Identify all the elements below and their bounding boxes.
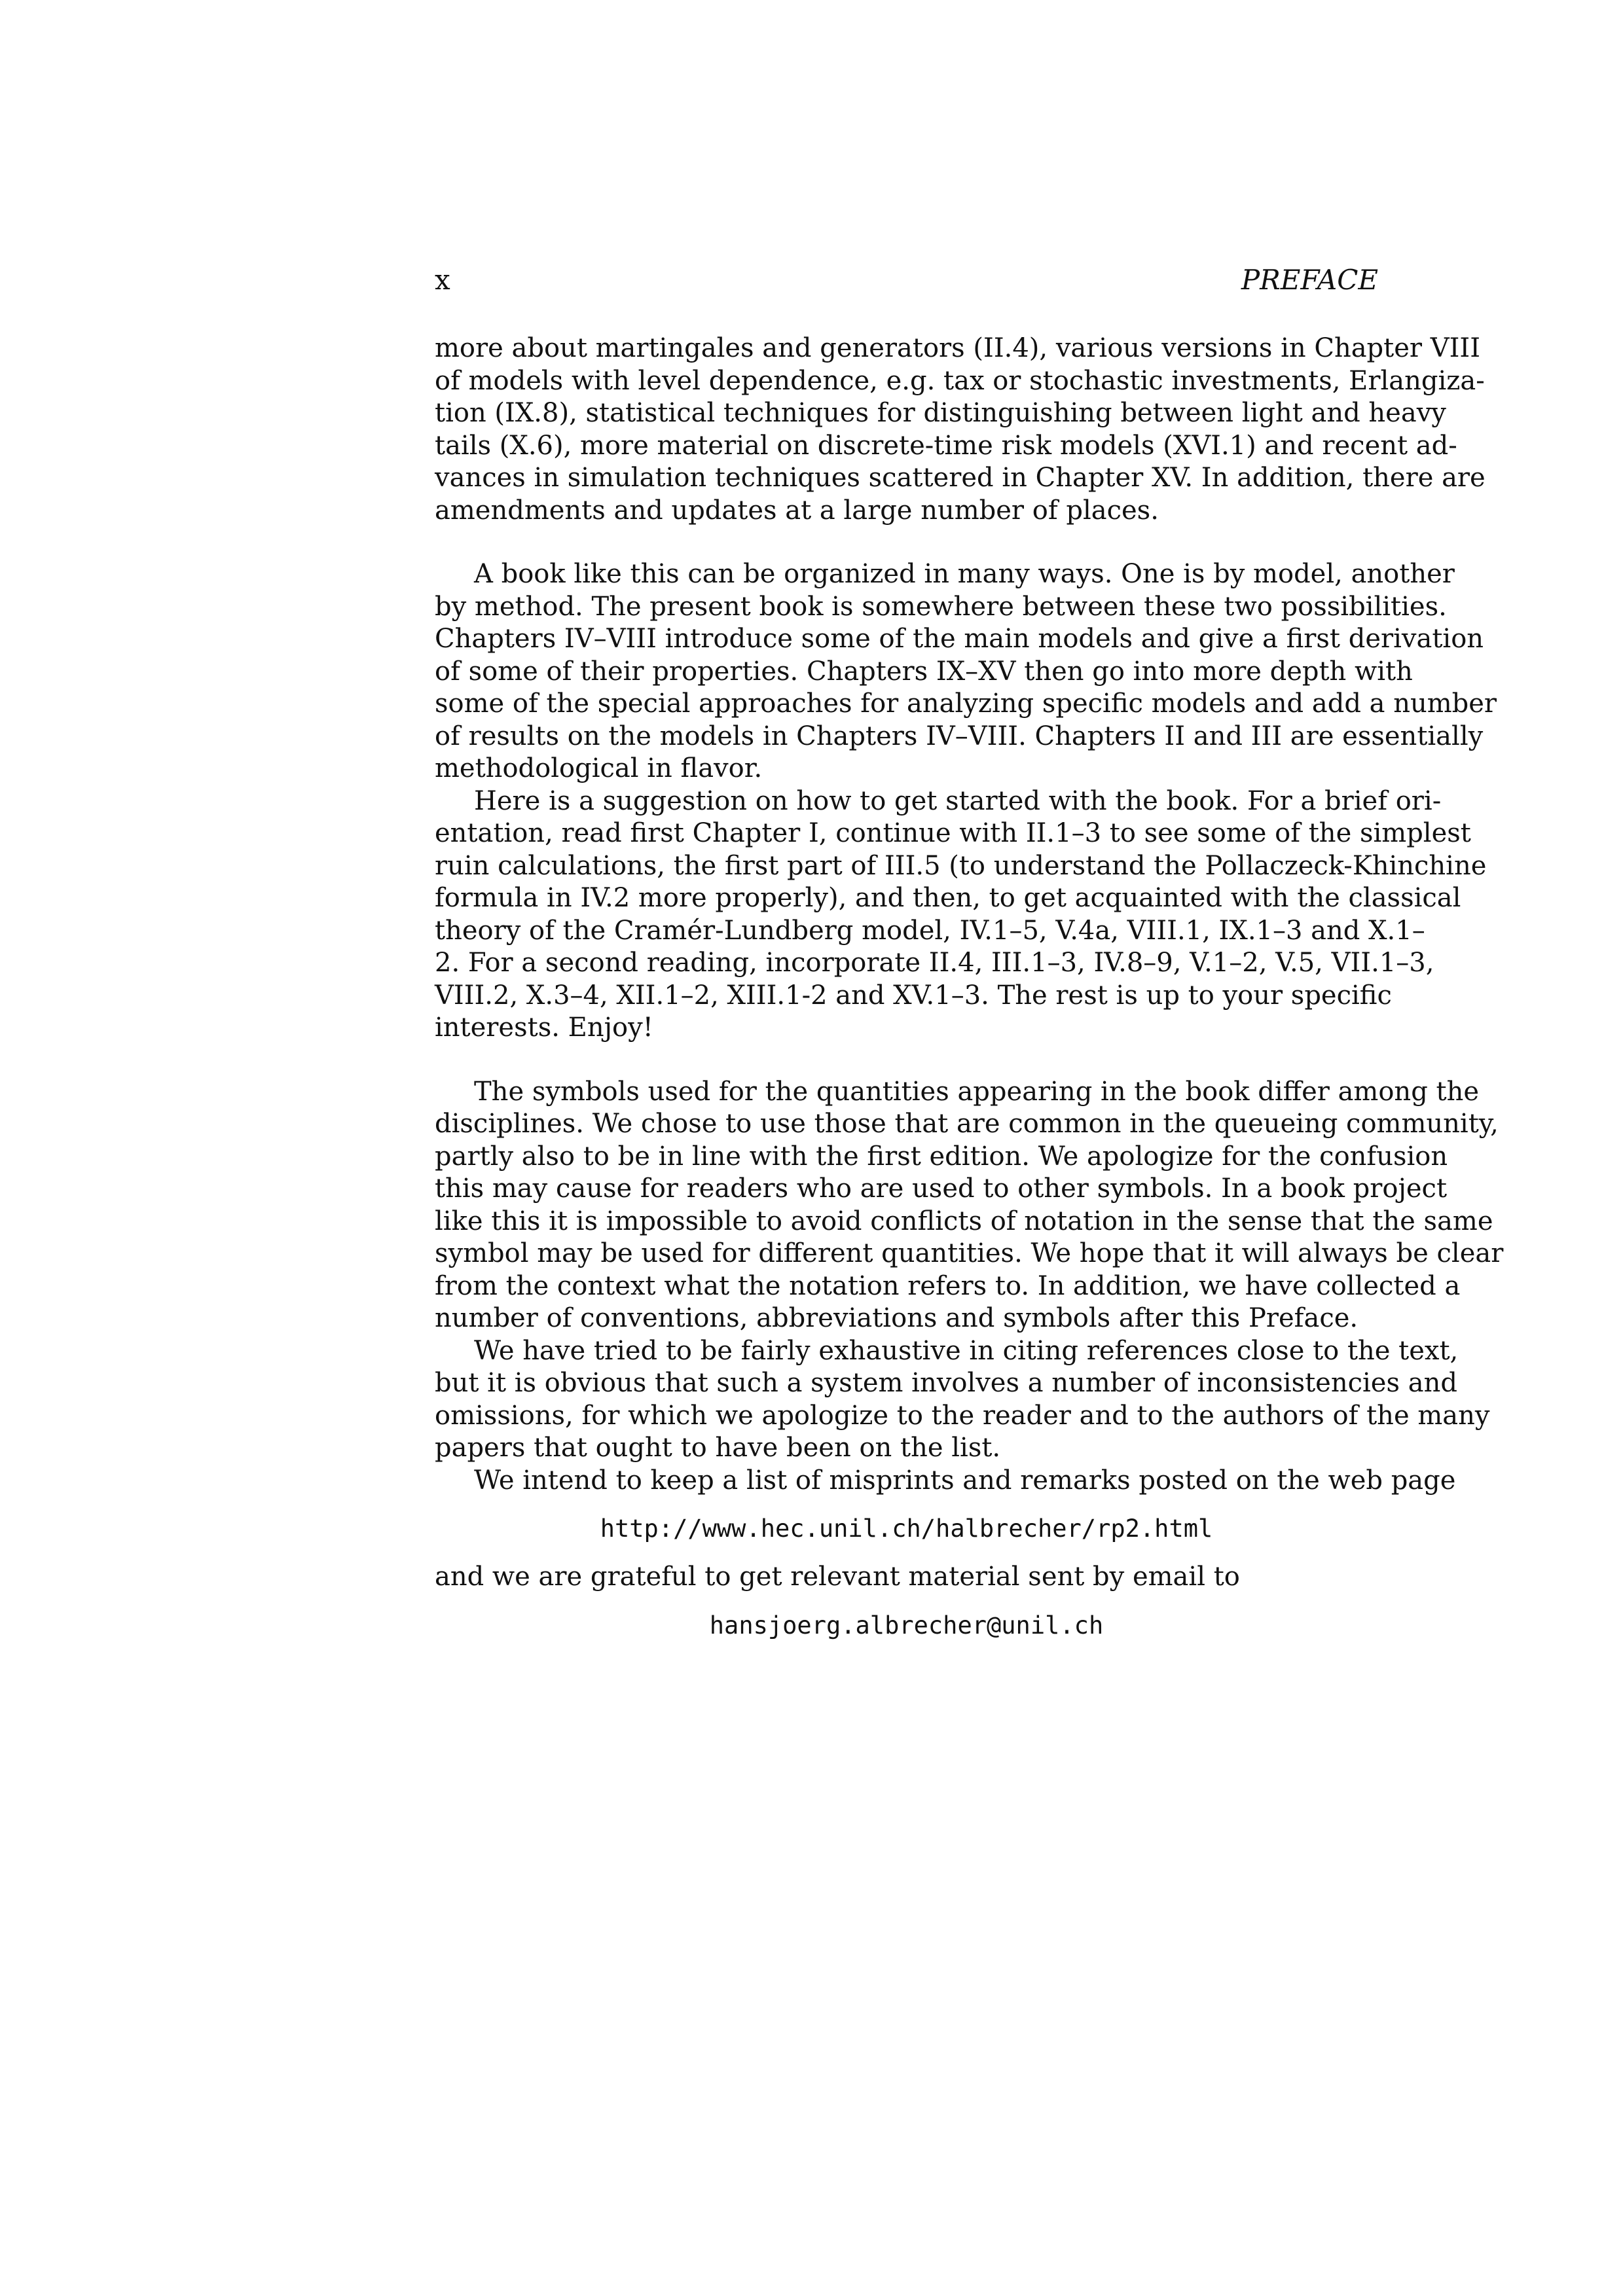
text-line: A book like this can be organized in many ways. One is by model, another bbox=[474, 559, 1455, 589]
paragraph-5 bbox=[435, 1335, 1490, 1465]
text-line: from the context what the notation refers to. In addition, we have collected a bbox=[435, 1270, 1461, 1301]
text-line: methodological in flavor. bbox=[435, 753, 763, 783]
paragraph-1 bbox=[435, 332, 1486, 527]
text-line: Here is a suggestion on how to get started with the book. For a brief ori- bbox=[474, 785, 1442, 816]
text-line: some of the special approaches for analyzing specific models and add a number bbox=[435, 689, 1497, 719]
preface-body bbox=[435, 332, 1504, 1658]
text-line: number of conventions, abbreviations and symbols after this Preface. bbox=[435, 1303, 1359, 1333]
text-line: ruin calculations, the first part of III.5 (to understand the Pollaczeck-Khinchine bbox=[435, 850, 1487, 881]
text-line: We have tried to be fairly exhaustive in citing references close to the text, bbox=[474, 1335, 1459, 1366]
text-line: of some of their properties. Chapters IX–XV then go into more depth with bbox=[435, 656, 1413, 687]
paragraph-6 bbox=[435, 1465, 1456, 1498]
text-line: omissions, for which we apologize to the reader and to the authors of the many bbox=[435, 1400, 1490, 1431]
text-line: 2. For a second reading, incorporate II.4, III.1–3, IV.8–9, V.1–2, V.5, VII.1–3, bbox=[435, 948, 1434, 978]
text-line: by method. The present book is somewhere between these two possibilities. bbox=[435, 591, 1447, 622]
text-line: theory of the Cramér-Lundberg model, IV.1–5, V.4a, VIII.1, IX.1–3 and X.1– bbox=[435, 915, 1425, 946]
text-line: amendments and updates at a large number of places. bbox=[435, 495, 1159, 526]
text-line: of models with level dependence, e.g. tax or stochastic investments, Erlangiza- bbox=[435, 365, 1485, 396]
text-line: The symbols used for the quantities appearing in the book differ among the bbox=[474, 1076, 1480, 1107]
text-line: symbol may be used for different quantities. We hope that it will always be clear bbox=[435, 1238, 1504, 1268]
text-line: We intend to keep a list of misprints and remarks posted on the web page bbox=[474, 1465, 1456, 1496]
text-line: tails (X.6), more material on discrete-time risk models (XVI.1) and recent ad- bbox=[435, 430, 1457, 461]
text-line: like this it is impossible to avoid conflicts of notation in the sense that the same bbox=[435, 1206, 1493, 1236]
text-line: entation, read first Chapter I, continue with II.1–3 to see some of the simplest bbox=[435, 818, 1471, 848]
paragraph-3 bbox=[435, 785, 1487, 1045]
text-line: of results on the models in Chapters IV–VIII. Chapters II and III are essentially bbox=[435, 721, 1484, 751]
page-header bbox=[435, 260, 1378, 300]
text-line: papers that ought to have been on the list. bbox=[435, 1433, 1001, 1463]
text-line: but it is obvious that such a system involves a number of inconsistencies and bbox=[435, 1368, 1457, 1398]
page-number: x bbox=[435, 264, 450, 296]
running-head: PREFACE bbox=[1241, 264, 1378, 296]
text-line: this may cause for readers who are used to other symbols. In a book project bbox=[435, 1174, 1448, 1204]
paragraph-2 bbox=[435, 558, 1497, 785]
text-line: formula in IV.2 more properly), and then, to get acquainted with the classical bbox=[435, 883, 1461, 913]
text-line: disciplines. We chose to use those that are common in the queueing community, bbox=[435, 1109, 1499, 1139]
paragraph-4 bbox=[435, 1076, 1504, 1335]
text-line: more about martingales and generators (II.4), various versions in Chapter VIII bbox=[435, 333, 1481, 363]
text-line: interests. Enjoy! bbox=[435, 1013, 653, 1043]
text-line: partly also to be in line with the first edition. We apologize for the confusion bbox=[435, 1141, 1448, 1172]
text-line: Chapters IV–VIII introduce some of the main models and give a first derivation bbox=[435, 624, 1484, 654]
contact-email[interactable]: hansjoerg.albrecher@unil.ch bbox=[709, 1611, 1104, 1640]
text-line: VIII.2, X.3–4, XII.1–2, XIII.1-2 and XV.1–3. The rest is up to your specific bbox=[435, 980, 1392, 1011]
email-intro-line: and we are grateful to get relevant material sent by email to bbox=[435, 1562, 1240, 1592]
text-line: vances in simulation techniques scattered in Chapter XV. In addition, there are bbox=[435, 463, 1486, 493]
text-line: tion (IX.8), statistical techniques for distinguishing between light and heavy bbox=[435, 398, 1446, 428]
web-page-url[interactable]: http://www.hec.unil.ch/halbrecher/rp2.html bbox=[600, 1515, 1213, 1543]
